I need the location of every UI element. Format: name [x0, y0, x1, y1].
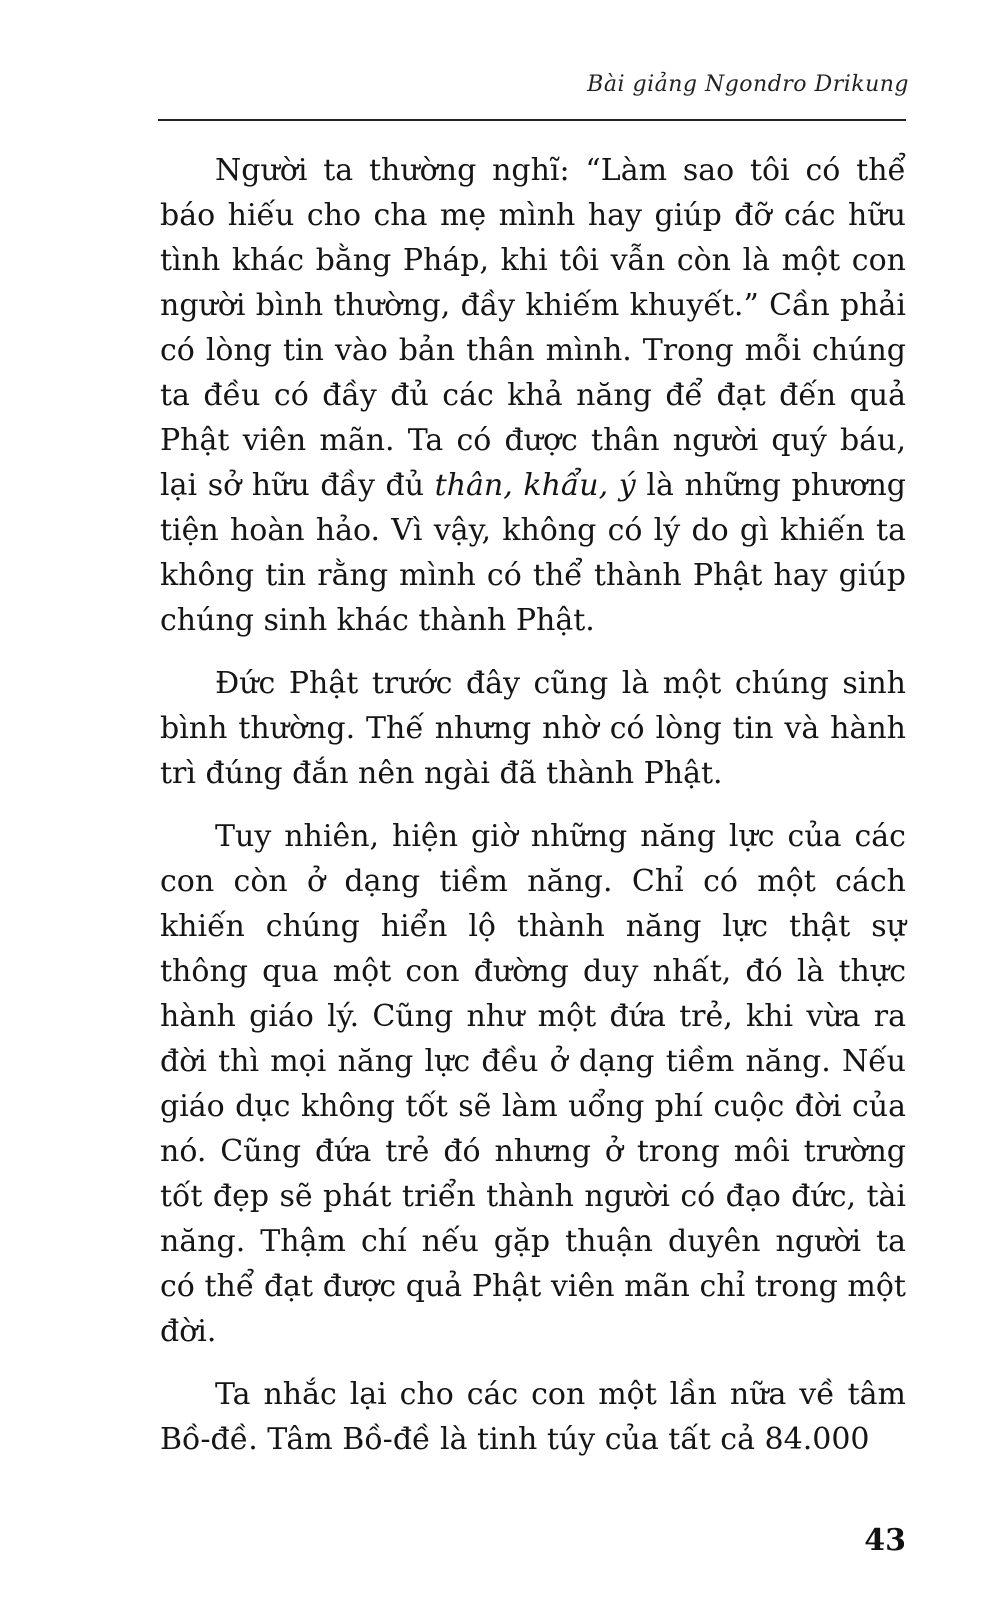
paragraph-1	[160, 148, 906, 643]
paragraph-3: Tuy nhiên, hiện giờ những năng lực của các con còn ở dạng tiềm năng. Chỉ có một cách khiến chúng hiển lộ thành năng lực thật sự thông qua một con đường duy nhất, đó là thực hành giáo lý. Cũng như một đứa trẻ, khi vừa ra đời thì mọi năng lực đều ở dạng tiềm năng. Nếu giáo dục không tốt sẽ làm uổng phí cuộc đời của nó. Cũng đứa trẻ đó nhưng ở trong môi trường tốt đẹp sẽ phát triển thành người có đạo đức, tài năng. Thậm chí nếu gặp thuận duyên người ta có thể đạt được quả Phật viên mãn chỉ trong một đời.	[160, 819, 906, 1349]
page-number: 43	[864, 1523, 906, 1558]
paragraph-1-text-after: là những phương tiện hoàn hảo. Vì vậy, không có lý do gì khiến ta không tin rằng mình có thể thành Phật hay giúp chúng sinh khác thành Phật.	[160, 468, 906, 638]
paragraph-2: Đức Phật trước đây cũng là một chúng sinh bình thường. Thế nhưng nhờ có lòng tin và hành trì đúng đắn nên ngài đã thành Phật.	[160, 666, 906, 791]
header-rule	[158, 119, 906, 121]
paragraph-4: Ta nhắc lại cho các con một lần nữa về tâm Bồ-đề. Tâm Bồ-đề là tinh túy của tất cả 84.000	[160, 1377, 906, 1457]
paragraph-1-text-before: Người ta thường nghĩ: “Làm sao tôi có thể báo hiếu cho cha mẹ mình hay giúp đỡ các hữu tình khác bằng Pháp, khi tôi vẫn còn là một con người bình thường, đầy khiếm khuyết.” Cần phải có lòng tin vào bản thân mình. Trong mỗi chúng ta đều có đầy đủ các khả năng để đạt đến quả Phật viên mãn. Ta có được thân người quý báu, lại sở hữu đầy đủ	[160, 153, 906, 503]
running-head: Bài giảng Ngondro Drikung	[587, 72, 909, 97]
body-text	[160, 148, 906, 1462]
paragraph-1-emphasis: thân, khẩu, ý	[434, 468, 636, 503]
